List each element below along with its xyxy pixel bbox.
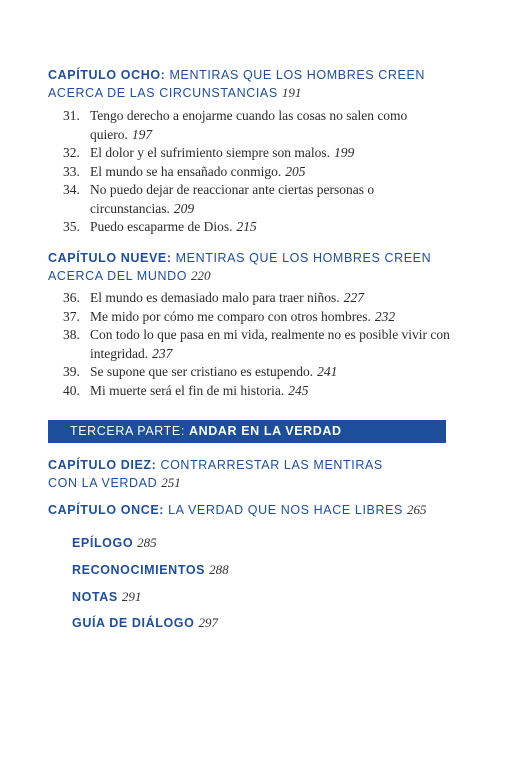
list-item[interactable]: 37. Me mido por cómo me comparo con otros hombres. 232: [63, 308, 396, 324]
list-item[interactable]: 35. Puedo escaparme de Dios. 215: [63, 219, 257, 234]
part-3-banner[interactable]: [48, 420, 446, 443]
list-item[interactable]: 31. Tengo derecho a enojarme cuando las cosas no salen como quiero. 197: [63, 108, 408, 142]
chapter-9-title-2: ACERCA DEL MUNDO: [48, 269, 188, 283]
chapter-11-page: 265: [406, 502, 427, 517]
chapter-8-label: CAPÍTULO OCHO:: [48, 68, 166, 82]
chapter-11-heading[interactable]: [48, 501, 426, 519]
chapter-10-title-2: CON LA VERDAD: [48, 476, 158, 490]
chapter-11-label: CAPÍTULO ONCE:: [48, 503, 165, 517]
chapter-10-page: 251: [161, 475, 181, 490]
list-item[interactable]: 36. El mundo es demasiado malo para traer niños. 227: [63, 290, 364, 305]
chapter-9-page: 220: [191, 268, 211, 283]
list-item[interactable]: 40. Mi muerte será el fin de mi historia. 245: [63, 382, 309, 398]
chapter-8-line-2: [48, 84, 425, 102]
chapter-8-title-2: ACERCA DE LAS CIRCUNSTANCIAS: [48, 86, 278, 100]
list-item[interactable]: 33. El mundo se ha ensañado conmigo. 205: [63, 163, 306, 179]
chapter-9-line-1: [48, 249, 431, 267]
chapter-9-label: CAPÍTULO NUEVE:: [48, 251, 172, 265]
chapter-9-line-2: [48, 267, 431, 285]
chapter-8-line-1: [48, 66, 425, 84]
chapter-11-title: LA VERDAD QUE NOS HACE LIBRES: [168, 503, 403, 517]
chapter-10-title-1: CONTRARRESTAR LAS MENTIRAS: [160, 458, 383, 472]
chapter-10-line-2: [48, 474, 383, 492]
chapter-8-heading[interactable]: [48, 66, 425, 102]
list-item[interactable]: 38. Con todo lo que pasa en mi vida, realmente no es posible vivir con integridad. 237: [63, 327, 450, 361]
chapter-10-line-1: [48, 456, 383, 474]
chapter-8-page: 191: [281, 85, 302, 100]
chapter-10-heading[interactable]: [48, 456, 383, 492]
chapter-8-title-1: MENTIRAS QUE LOS HOMBRES CREEN: [169, 68, 426, 82]
epilogo-entry[interactable]: EPÍLOGO 285: [72, 535, 157, 550]
notas-entry[interactable]: NOTAS 291: [72, 589, 142, 604]
chapter-9-title-1: MENTIRAS QUE LOS HOMBRES CREEN: [175, 251, 432, 265]
guia-de-dialogo-entry[interactable]: GUÍA DE DIÁLOGO 297: [72, 615, 218, 630]
chapter-8-list: [63, 107, 463, 237]
list-item[interactable]: 39. Se supone que ser cristiano es estupendo. 241: [63, 364, 338, 379]
reconocimientos-entry[interactable]: RECONOCIMIENTOS 288: [72, 562, 229, 577]
list-item[interactable]: 34. No puedo dejar de reaccionar ante ciertas personas o circunstancias. 209: [63, 182, 375, 216]
chapter-9-list: [63, 289, 463, 400]
chapter-10-label: CAPÍTULO DIEZ:: [48, 458, 157, 472]
list-item[interactable]: 32. El dolor y el sufrimiento siempre son malos. 199: [63, 145, 355, 160]
part-3-title: ANDAR EN LA VERDAD: [188, 424, 342, 438]
chapter-9-heading[interactable]: [48, 249, 431, 285]
part-3-prefix: TERCERA PARTE:: [70, 424, 185, 438]
